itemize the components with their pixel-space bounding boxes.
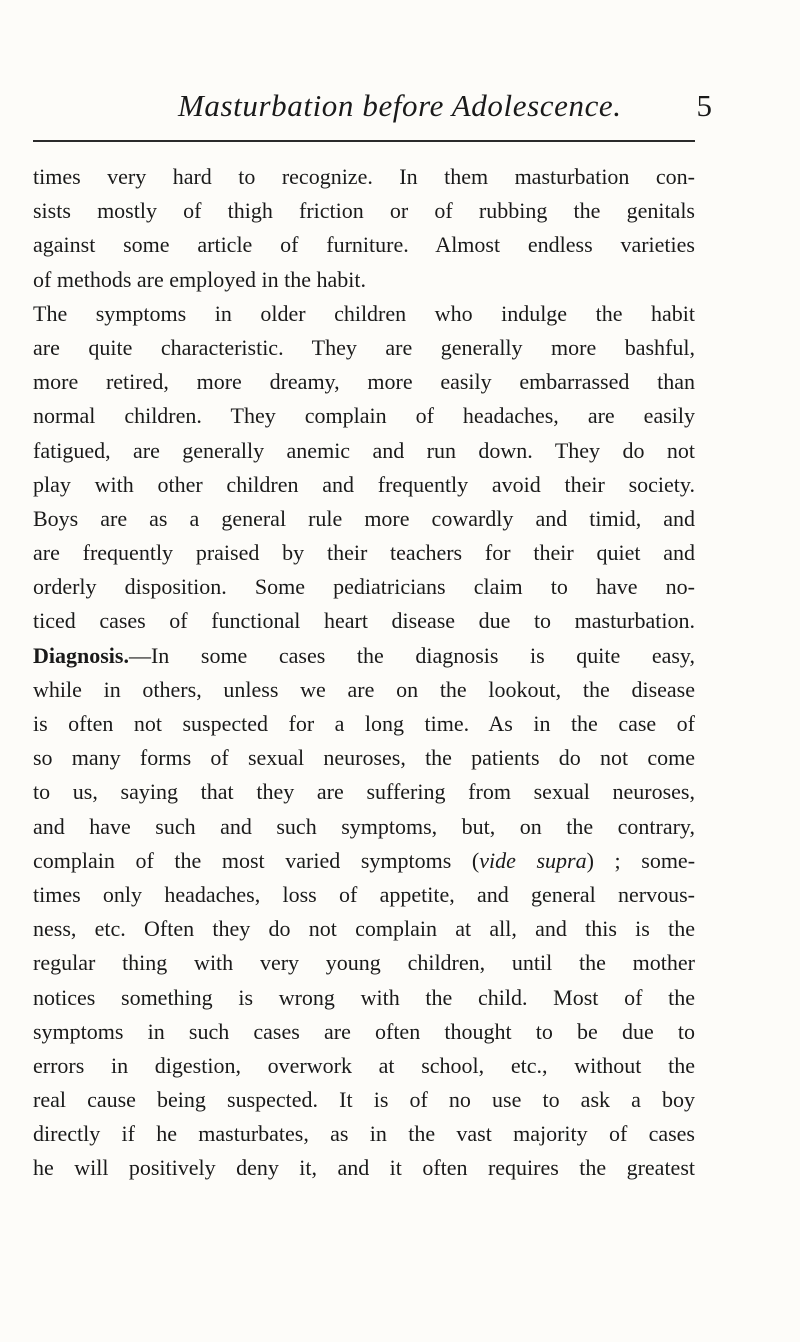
vide-supra-line (33, 844, 695, 878)
text-line: is often not suspected for a long time. As in the case of (33, 711, 695, 736)
text-line: symptoms in such cases are often thought to be due to (33, 1018, 695, 1044)
text-line: so many forms of sexual neuroses, the patients do not come (33, 745, 695, 771)
text-line: notices something is wrong with the child. Most of the (33, 984, 695, 1010)
text-line: Boys are as a general rule more cowardly and timid, and (33, 505, 695, 531)
text-line: times very hard to recognize. In them masturbation con- (33, 164, 695, 189)
text-line: are quite characteristic. They are generally more bashful, (33, 334, 695, 360)
text-line: ticed cases of functional heart disease due to masturbation. (33, 608, 695, 634)
page-number: 5 (696, 88, 712, 123)
text-line: errors in digestion, overwork at school, etc., without the (33, 1052, 695, 1078)
header-rule (33, 140, 695, 142)
text-line: play with other children and frequently avoid their society. (33, 471, 695, 497)
body-text (33, 160, 695, 1186)
text-line: The symptoms in older children who indulge the habit (33, 300, 695, 326)
text-line: more retired, more dreamy, more easily embarrassed than (33, 369, 695, 395)
text-line: are frequently praised by their teachers for their quiet and (33, 540, 695, 566)
vide-line-before: complain of the most varied symptoms ( (33, 847, 480, 873)
text-line: regular thing with very young children, until the mother (33, 950, 695, 976)
text-line: orderly disposition. Some pediatricians claim to have no- (33, 574, 695, 600)
text-line: he will positively deny it, and it often requires the greatest (33, 1155, 695, 1181)
section-heading-diagnosis: Diagnosis. (33, 642, 129, 668)
text-line: sists mostly of thigh friction or of rubbing the genitals (33, 198, 695, 224)
text-line: real cause being suspected. It is of no use to ask a boy (33, 1087, 695, 1113)
text-line: times only headaches, loss of appetite, and general nervous- (33, 881, 695, 907)
text-line: directly if he masturbates, as in the vast majority of cases (33, 1121, 695, 1147)
running-title: Masturbation before Adolescence. (178, 88, 622, 123)
diagnosis-line (33, 639, 695, 673)
running-head (178, 88, 712, 136)
text-line: of methods are employed in the habit. (33, 266, 366, 292)
vide-supra-italic: vide supra (479, 847, 587, 873)
text-line: while in others, unless we are on the lookout, the disease (33, 676, 695, 702)
text-line: against some article of furniture. Almost endless varieties (33, 232, 695, 258)
text-line: fatigued, are generally anemic and run down. They do not (33, 437, 695, 463)
text-line: and have such and such symptoms, but, on the contrary, (33, 813, 695, 839)
text-line: to us, saying that they are suffering from sexual neuroses, (33, 779, 695, 805)
text-line: normal children. They complain of headaches, are easily (33, 403, 695, 429)
text-line: ness, etc. Often they do not complain at all, and this is the (33, 916, 695, 942)
vide-line-after: ) ; some- (586, 847, 696, 873)
diagnosis-line-text: —In some cases the diagnosis is quite easy, (128, 642, 695, 668)
